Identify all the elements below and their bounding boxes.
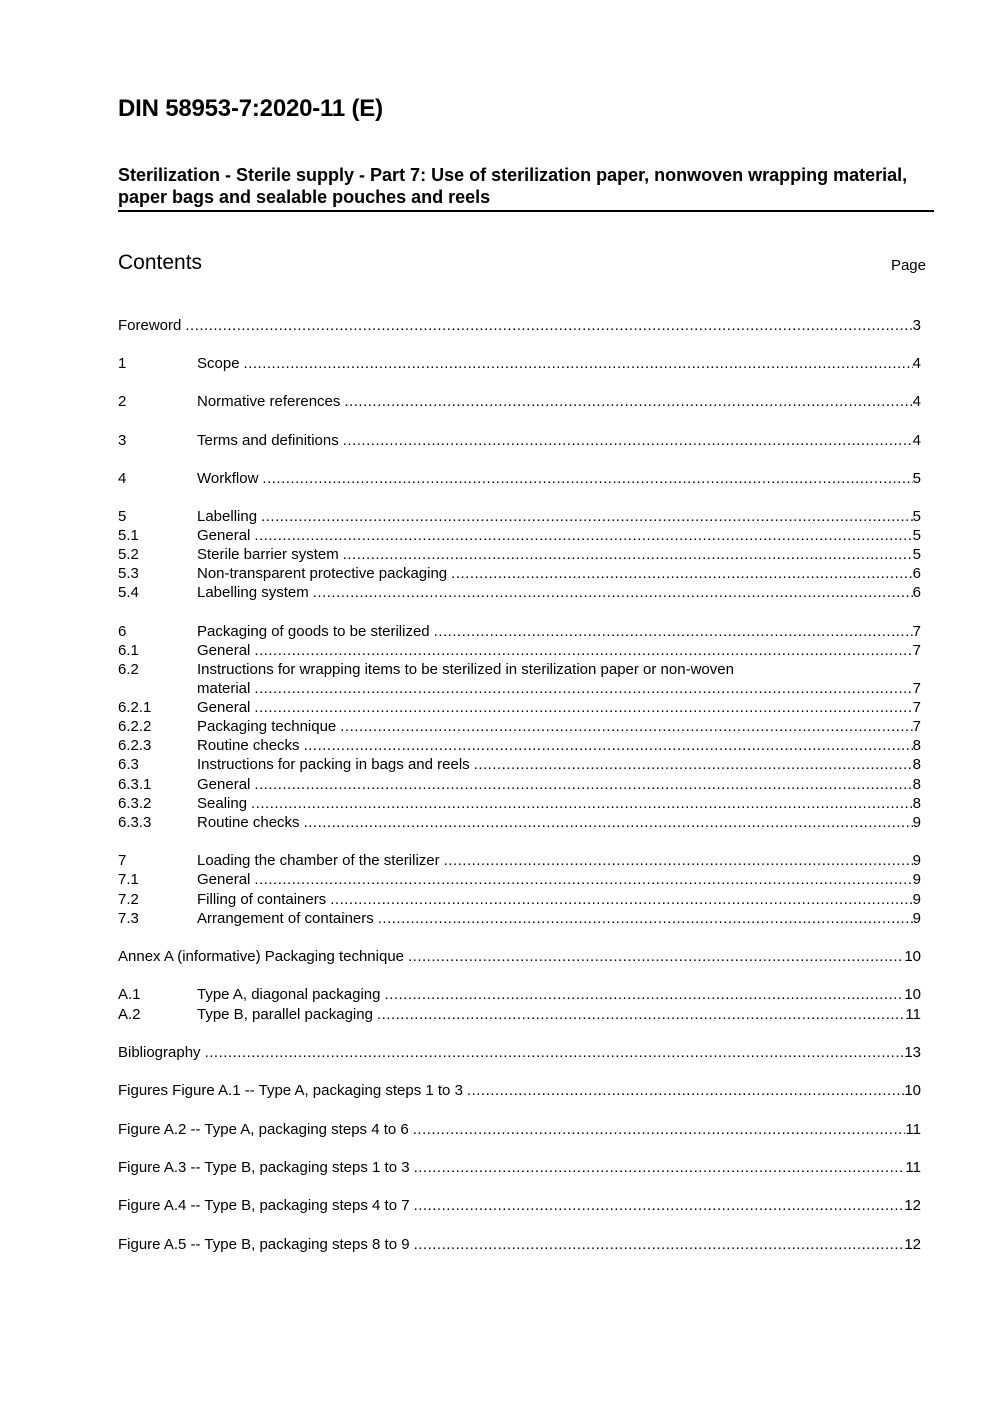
toc-entry-2[interactable]: 2 Normative references ..... 4 — [118, 392, 921, 411]
dot-leader — [451, 564, 913, 583]
toc-entry-6-3-2[interactable]: 6.3.2 Sealing ..... 8 — [118, 794, 921, 813]
dot-leader — [414, 1158, 906, 1177]
toc-entry-1[interactable]: 1 Scope ..... 4 — [118, 354, 921, 373]
dot-leader — [262, 469, 912, 488]
page-column-label: Page — [890, 257, 926, 274]
toc-entry-5[interactable]: 5 Labelling ..... 5 — [118, 507, 921, 526]
dot-leader — [254, 679, 912, 698]
toc-entry-6-3-3[interactable]: 6.3.3 Routine checks ..... 9 — [118, 813, 921, 832]
toc-entry-6-2-2[interactable]: 6.2.2 Packaging technique ..... 7 — [118, 717, 921, 736]
dot-leader — [185, 316, 912, 335]
dot-leader — [414, 1196, 905, 1215]
dot-leader — [414, 1235, 905, 1254]
toc-entry-a-1[interactable]: A.1 Type A, diagonal packaging ..... 10 — [118, 985, 921, 1004]
dot-leader — [244, 354, 913, 373]
toc-entry-a-2[interactable]: A.2 Type B, parallel packaging ..... 11 — [118, 1005, 921, 1024]
toc-entry-4[interactable]: 4 Workflow ..... 5 — [118, 469, 921, 488]
toc-entry-6-1[interactable]: 6.1 General ..... 7 — [118, 641, 921, 660]
toc-entry-7-2[interactable]: 7.2 Filling of containers ..... 9 — [118, 890, 921, 909]
toc-entry-6[interactable]: 6 Packaging of goods to be sterilized ..... 7 — [118, 622, 921, 641]
toc-entry-figure-a4[interactable]: Figure A.4 -- Type B, packaging steps 4 to 7 ..... 12 — [118, 1196, 921, 1215]
dot-leader — [343, 545, 913, 564]
toc-entry-5-2[interactable]: 5.2 Sterile barrier system ..... 5 — [118, 545, 921, 564]
dot-leader — [384, 985, 904, 1004]
toc-entry-6-2-1[interactable]: 6.2.1 General ..... 7 — [118, 698, 921, 717]
dot-leader — [251, 794, 913, 813]
toc-entry-7[interactable]: 7 Loading the chamber of the sterilizer ..... 9 — [118, 851, 921, 870]
dot-leader — [254, 870, 912, 889]
dot-leader — [343, 431, 913, 450]
toc-entry-6-2-3[interactable]: 6.2.3 Routine checks ..... 8 — [118, 736, 921, 755]
dot-leader — [254, 526, 912, 545]
document-title: Sterilization - Sterile supply - Part 7: Use of sterilization paper, nonwoven wrapping material, paper bags and sealable pouches and reels — [118, 165, 908, 207]
dot-leader — [434, 622, 913, 641]
dot-leader — [474, 755, 913, 774]
toc-entry-figure-a3[interactable]: Figure A.3 -- Type B, packaging steps 1 to 3 ..... 11 — [118, 1158, 921, 1177]
dot-leader — [344, 392, 912, 411]
toc-entry-bibliography[interactable]: Bibliography ..... 13 — [118, 1043, 921, 1062]
toc-entry-5-4[interactable]: 5.4 Labelling system ..... 6 — [118, 583, 921, 602]
table-of-contents — [118, 0, 921, 1403]
toc-entry-3[interactable]: 3 Terms and definitions ..... 4 — [118, 431, 921, 450]
dot-leader — [254, 698, 912, 717]
dot-leader — [254, 641, 912, 660]
toc-entry-5-3[interactable]: 5.3 Non-transparent protective packaging ..... 6 — [118, 564, 921, 583]
dot-leader — [313, 583, 913, 602]
toc-entry-6-3[interactable]: 6.3 Instructions for packing in bags and reels ..... 8 — [118, 755, 921, 774]
dot-leader — [340, 717, 912, 736]
toc-entry-figure-a2[interactable]: Figure A.2 -- Type A, packaging steps 4 to 6 ..... 11 — [118, 1120, 921, 1139]
toc-entry-foreword[interactable]: Foreword ..... 3 — [118, 316, 921, 335]
dot-leader — [408, 947, 904, 966]
toc-entry-7-3[interactable]: 7.3 Arrangement of containers ..... 9 — [118, 909, 921, 928]
dot-leader — [304, 813, 913, 832]
dot-leader — [413, 1120, 906, 1139]
toc-entry-6-2-continued[interactable]: material ..... 7 — [118, 679, 921, 698]
document-id: DIN 58953-7:2020-11 (E) — [118, 95, 383, 122]
toc-entry-6-3-1[interactable]: 6.3.1 General ..... 8 — [118, 775, 921, 794]
toc-entry-annex-a[interactable]: Annex A (informative) Packaging technique ..... 10 — [118, 947, 921, 966]
dot-leader — [467, 1081, 904, 1100]
dot-leader — [330, 890, 912, 909]
dot-leader — [377, 1005, 905, 1024]
dot-leader — [254, 775, 912, 794]
dot-leader — [261, 507, 913, 526]
dot-leader — [378, 909, 913, 928]
dot-leader — [205, 1043, 905, 1062]
toc-entry-6-2[interactable]: 6.2 Instructions for wrapping items to be sterilized in sterilization paper or non-woven — [118, 661, 734, 678]
dot-leader — [304, 736, 913, 755]
toc-entry-7-1[interactable]: 7.1 General ..... 9 — [118, 870, 921, 889]
toc-entry-figure-a5[interactable]: Figure A.5 -- Type B, packaging steps 8 to 9 ..... 12 — [118, 1235, 921, 1254]
toc-entry-5-1[interactable]: 5.1 General ..... 5 — [118, 526, 921, 545]
contents-heading: Contents — [118, 251, 203, 274]
toc-entry-figure-a1[interactable]: Figures Figure A.1 -- Type A, packaging steps 1 to 3 ..... 10 — [118, 1081, 921, 1100]
dot-leader — [444, 851, 913, 870]
